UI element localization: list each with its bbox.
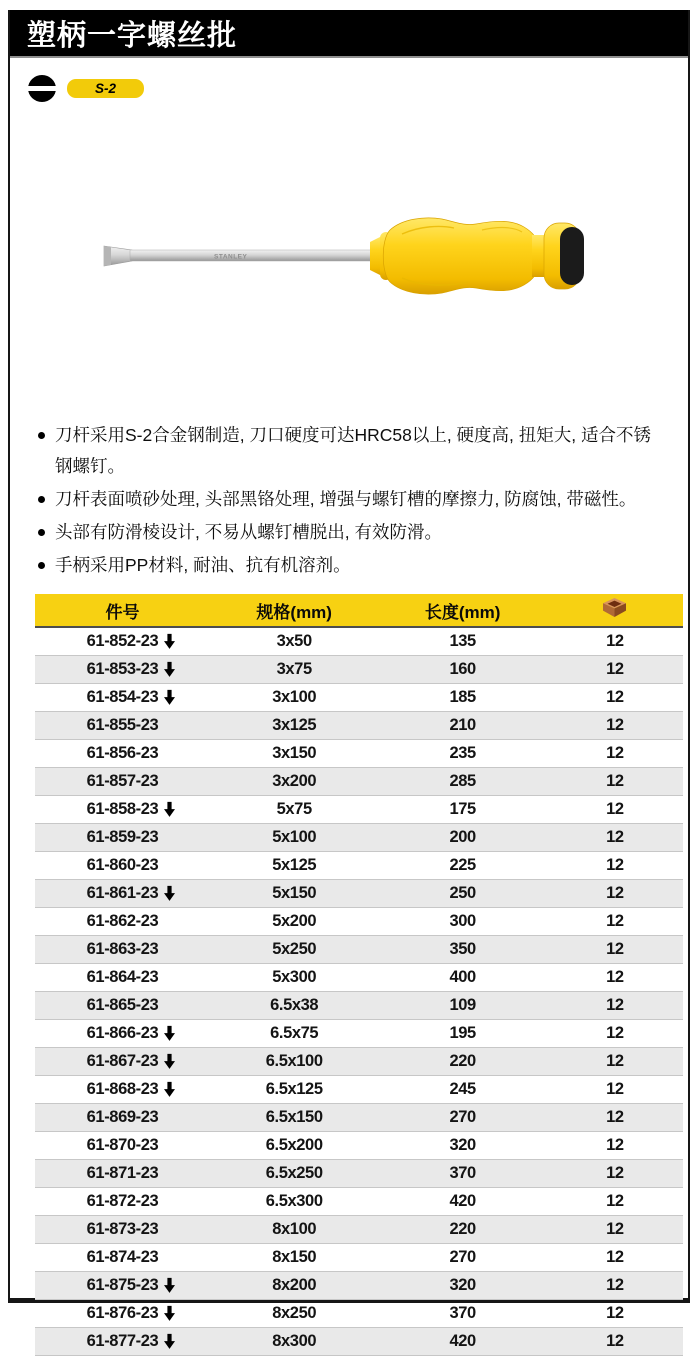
part-number-cell (35, 1272, 210, 1300)
table-row (35, 1076, 683, 1104)
part-number: 61-862-23 (86, 912, 159, 930)
length-cell: 220 (378, 1216, 546, 1244)
table-row (35, 684, 683, 712)
part-number: 61-864-23 (86, 968, 159, 986)
table-row (35, 1216, 683, 1244)
pack-qty-cell: 12 (547, 824, 683, 852)
table-row (35, 796, 683, 824)
length-cell: 200 (378, 824, 546, 852)
part-number: 61-857-23 (86, 772, 159, 790)
feature-list (37, 420, 668, 583)
spec-cell: 6.5x100 (210, 1048, 378, 1076)
table-row (35, 1048, 683, 1076)
part-number-cell (35, 1104, 210, 1132)
part-number-cell (35, 712, 210, 740)
part-number: 61-854-23 (86, 688, 159, 706)
spec-cell: 8x200 (210, 1272, 378, 1300)
length-cell: 320 (378, 1132, 546, 1160)
length-cell: 285 (378, 768, 546, 796)
part-number-cell (35, 1328, 210, 1356)
part-number: 61-876-23 (86, 1304, 159, 1322)
pack-qty-cell: 12 (606, 632, 624, 650)
part-number-cell (35, 1300, 210, 1328)
part-number: 61-868-23 (86, 1080, 159, 1098)
part-number-cell (35, 1048, 210, 1076)
length-cell: 225 (378, 852, 546, 880)
spec-table (35, 594, 683, 1356)
spec-cell: 3x125 (210, 712, 378, 740)
length-cell: 270 (378, 1104, 546, 1132)
part-number-cell (35, 1076, 210, 1104)
spec-cell: 6.5x75 (210, 1020, 378, 1048)
part-number-cell (35, 1216, 210, 1244)
table-row (35, 1020, 683, 1048)
spec-cell: 3x50 (276, 632, 312, 650)
part-number-cell (35, 1244, 210, 1272)
pack-qty-cell: 12 (547, 768, 683, 796)
header-spec: 规格(mm) (210, 594, 378, 627)
brand-text: STANLEY (214, 253, 248, 261)
part-number-cell (35, 964, 210, 992)
part-number-cell (35, 1020, 210, 1048)
part-number: 61-870-23 (86, 1136, 159, 1154)
part-number-cell (35, 684, 210, 712)
part-number: 61-858-23 (86, 800, 159, 818)
part-number-cell (35, 627, 210, 656)
part-number: 61-865-23 (86, 996, 159, 1014)
length-cell: 350 (378, 936, 546, 964)
part-number-cell (35, 656, 210, 684)
table-row (35, 1188, 683, 1216)
spec-cell: 6.5x200 (210, 1132, 378, 1160)
slotted-tip-icon (28, 75, 56, 102)
table-row (35, 908, 683, 936)
table-row (35, 1272, 683, 1300)
part-number: 61-867-23 (86, 1052, 159, 1070)
length-cell: 370 (378, 1160, 546, 1188)
part-number-cell (35, 880, 210, 908)
spec-cell: 6.5x38 (210, 992, 378, 1020)
part-number-cell (35, 740, 210, 768)
feature-item: 手柄采用PP材料, 耐油、抗有机溶剂。 (37, 550, 668, 581)
content-frame (8, 10, 690, 1350)
table-row (35, 712, 683, 740)
spec-cell: 3x150 (210, 740, 378, 768)
table-row (35, 768, 683, 796)
spec-cell: 3x75 (210, 656, 378, 684)
length-cell: 370 (378, 1300, 546, 1328)
length-cell: 420 (378, 1188, 546, 1216)
spec-cell: 3x100 (210, 684, 378, 712)
part-number: 61-877-23 (86, 1332, 159, 1350)
table-row (35, 880, 683, 908)
feature-item: 刀杆采用S-2合金钢制造, 刀口硬度可达HRC58以上, 硬度高, 扭矩大, 适合不锈钢螺钉。 (37, 420, 668, 482)
new-item-arrow-icon (164, 1025, 175, 1040)
table-row (35, 852, 683, 880)
spec-cell: 5x200 (210, 908, 378, 936)
spec-cell: 8x100 (210, 1216, 378, 1244)
table-row (35, 1300, 683, 1328)
spec-cell: 5x75 (210, 796, 378, 824)
length-cell: 250 (378, 880, 546, 908)
length-cell: 245 (378, 1076, 546, 1104)
new-item-arrow-icon (164, 1305, 175, 1320)
spec-cell: 8x250 (210, 1300, 378, 1328)
spec-cell: 5x250 (210, 936, 378, 964)
table-header-row (35, 594, 683, 627)
title-bar (10, 10, 688, 58)
part-number: 61-866-23 (86, 1024, 159, 1042)
part-number-cell (35, 1188, 210, 1216)
spec-cell: 6.5x250 (210, 1160, 378, 1188)
length-cell: 195 (378, 1020, 546, 1048)
pack-qty-cell: 12 (547, 1020, 683, 1048)
part-number-cell (35, 796, 210, 824)
header-pack-qty (547, 594, 683, 627)
pack-qty-cell: 12 (547, 852, 683, 880)
pack-qty-cell: 12 (547, 684, 683, 712)
length-cell: 300 (378, 908, 546, 936)
part-number: 61-853-23 (86, 660, 159, 678)
new-item-arrow-icon (164, 661, 175, 676)
spec-table-body (35, 627, 683, 1356)
spec-cell: 5x150 (210, 880, 378, 908)
table-row (35, 936, 683, 964)
part-number: 61-874-23 (86, 1248, 159, 1266)
part-number-cell (35, 824, 210, 852)
new-item-arrow-icon (164, 689, 175, 704)
part-number-cell (35, 1160, 210, 1188)
length-cell: 135 (449, 632, 476, 650)
handle-end-cap (560, 227, 584, 285)
header-part-number: 件号 (35, 594, 210, 627)
pack-qty-cell: 12 (547, 1048, 683, 1076)
carton-icon (603, 598, 626, 617)
pack-qty-cell: 12 (547, 712, 683, 740)
pack-qty-cell: 12 (547, 1104, 683, 1132)
part-number: 61-852-23 (86, 632, 159, 650)
table-row (35, 740, 683, 768)
pack-qty-cell: 12 (547, 880, 683, 908)
pack-qty-cell: 12 (547, 656, 683, 684)
table-row (35, 1160, 683, 1188)
new-item-arrow-icon (164, 1333, 175, 1348)
new-item-arrow-icon (164, 1081, 175, 1096)
table-row (35, 1132, 683, 1160)
length-cell: 185 (378, 684, 546, 712)
new-item-arrow-icon (164, 885, 175, 900)
part-number: 61-863-23 (86, 940, 159, 958)
pack-qty-cell: 12 (547, 1216, 683, 1244)
spec-cell: 8x150 (210, 1244, 378, 1272)
pack-qty-cell: 12 (547, 1328, 683, 1356)
part-number: 61-869-23 (86, 1108, 159, 1126)
new-item-arrow-icon (164, 801, 175, 816)
part-number: 61-871-23 (86, 1164, 159, 1182)
length-cell: 400 (378, 964, 546, 992)
part-number: 61-860-23 (86, 856, 159, 874)
spec-cell: 6.5x125 (210, 1076, 378, 1104)
pack-qty-cell: 12 (547, 1132, 683, 1160)
length-cell: 270 (378, 1244, 546, 1272)
pack-qty-cell: 12 (547, 740, 683, 768)
length-cell: 175 (378, 796, 546, 824)
pack-qty-cell: 12 (547, 1160, 683, 1188)
spec-cell: 8x300 (210, 1328, 378, 1356)
pack-qty-cell: 12 (547, 1300, 683, 1328)
pack-qty-cell: 12 (547, 1188, 683, 1216)
part-number-cell (35, 1132, 210, 1160)
pack-qty-cell: 12 (547, 1272, 683, 1300)
feature-item: 刀杆表面喷砂处理, 头部黑铬处理, 增强与螺钉槽的摩擦力, 防腐蚀, 带磁性。 (37, 484, 668, 515)
new-item-arrow-icon (164, 633, 175, 648)
part-number: 61-872-23 (86, 1192, 159, 1210)
table-row (35, 1104, 683, 1132)
table-row (35, 656, 683, 684)
header-length: 长度(mm) (378, 594, 546, 627)
part-number-cell (35, 992, 210, 1020)
product-badges (28, 74, 688, 102)
pack-qty-cell: 12 (547, 908, 683, 936)
spec-cell: 6.5x300 (210, 1188, 378, 1216)
length-cell: 220 (378, 1048, 546, 1076)
part-number-cell (35, 908, 210, 936)
length-cell: 210 (378, 712, 546, 740)
shaft (130, 250, 372, 261)
pack-qty-cell: 12 (547, 1076, 683, 1104)
part-number: 61-875-23 (86, 1276, 159, 1294)
feature-item: 头部有防滑棱设计, 不易从螺钉槽脱出, 有效防滑。 (37, 517, 668, 548)
new-item-arrow-icon (164, 1277, 175, 1292)
pack-qty-cell: 12 (547, 992, 683, 1020)
screwdriver-image (102, 210, 587, 302)
spec-cell: 5x125 (210, 852, 378, 880)
spec-cell: 5x100 (210, 824, 378, 852)
part-number: 61-873-23 (86, 1220, 159, 1238)
part-number: 61-856-23 (86, 744, 159, 762)
spec-cell: 3x200 (210, 768, 378, 796)
length-cell: 160 (378, 656, 546, 684)
table-row (35, 992, 683, 1020)
page-title: 塑柄一字螺丝批 (27, 19, 238, 52)
spec-cell: 5x300 (210, 964, 378, 992)
part-number-cell (35, 852, 210, 880)
length-cell: 320 (378, 1272, 546, 1300)
part-number: 61-861-23 (86, 884, 159, 902)
pack-qty-cell: 12 (547, 1244, 683, 1272)
length-cell: 420 (378, 1328, 546, 1356)
length-cell: 235 (378, 740, 546, 768)
new-item-arrow-icon (164, 1053, 175, 1068)
table-row (35, 1244, 683, 1272)
pack-qty-cell: 12 (547, 936, 683, 964)
part-number-cell (35, 936, 210, 964)
table-row (35, 1328, 683, 1356)
table-row (35, 627, 683, 656)
pack-qty-cell: 12 (547, 964, 683, 992)
part-number: 61-859-23 (86, 828, 159, 846)
steel-grade-badge: S-2 (67, 79, 144, 98)
table-row (35, 824, 683, 852)
length-cell: 109 (378, 992, 546, 1020)
pack-qty-cell: 12 (547, 796, 683, 824)
spec-cell: 6.5x150 (210, 1104, 378, 1132)
table-row (35, 964, 683, 992)
part-number-cell (35, 768, 210, 796)
part-number: 61-855-23 (86, 716, 159, 734)
